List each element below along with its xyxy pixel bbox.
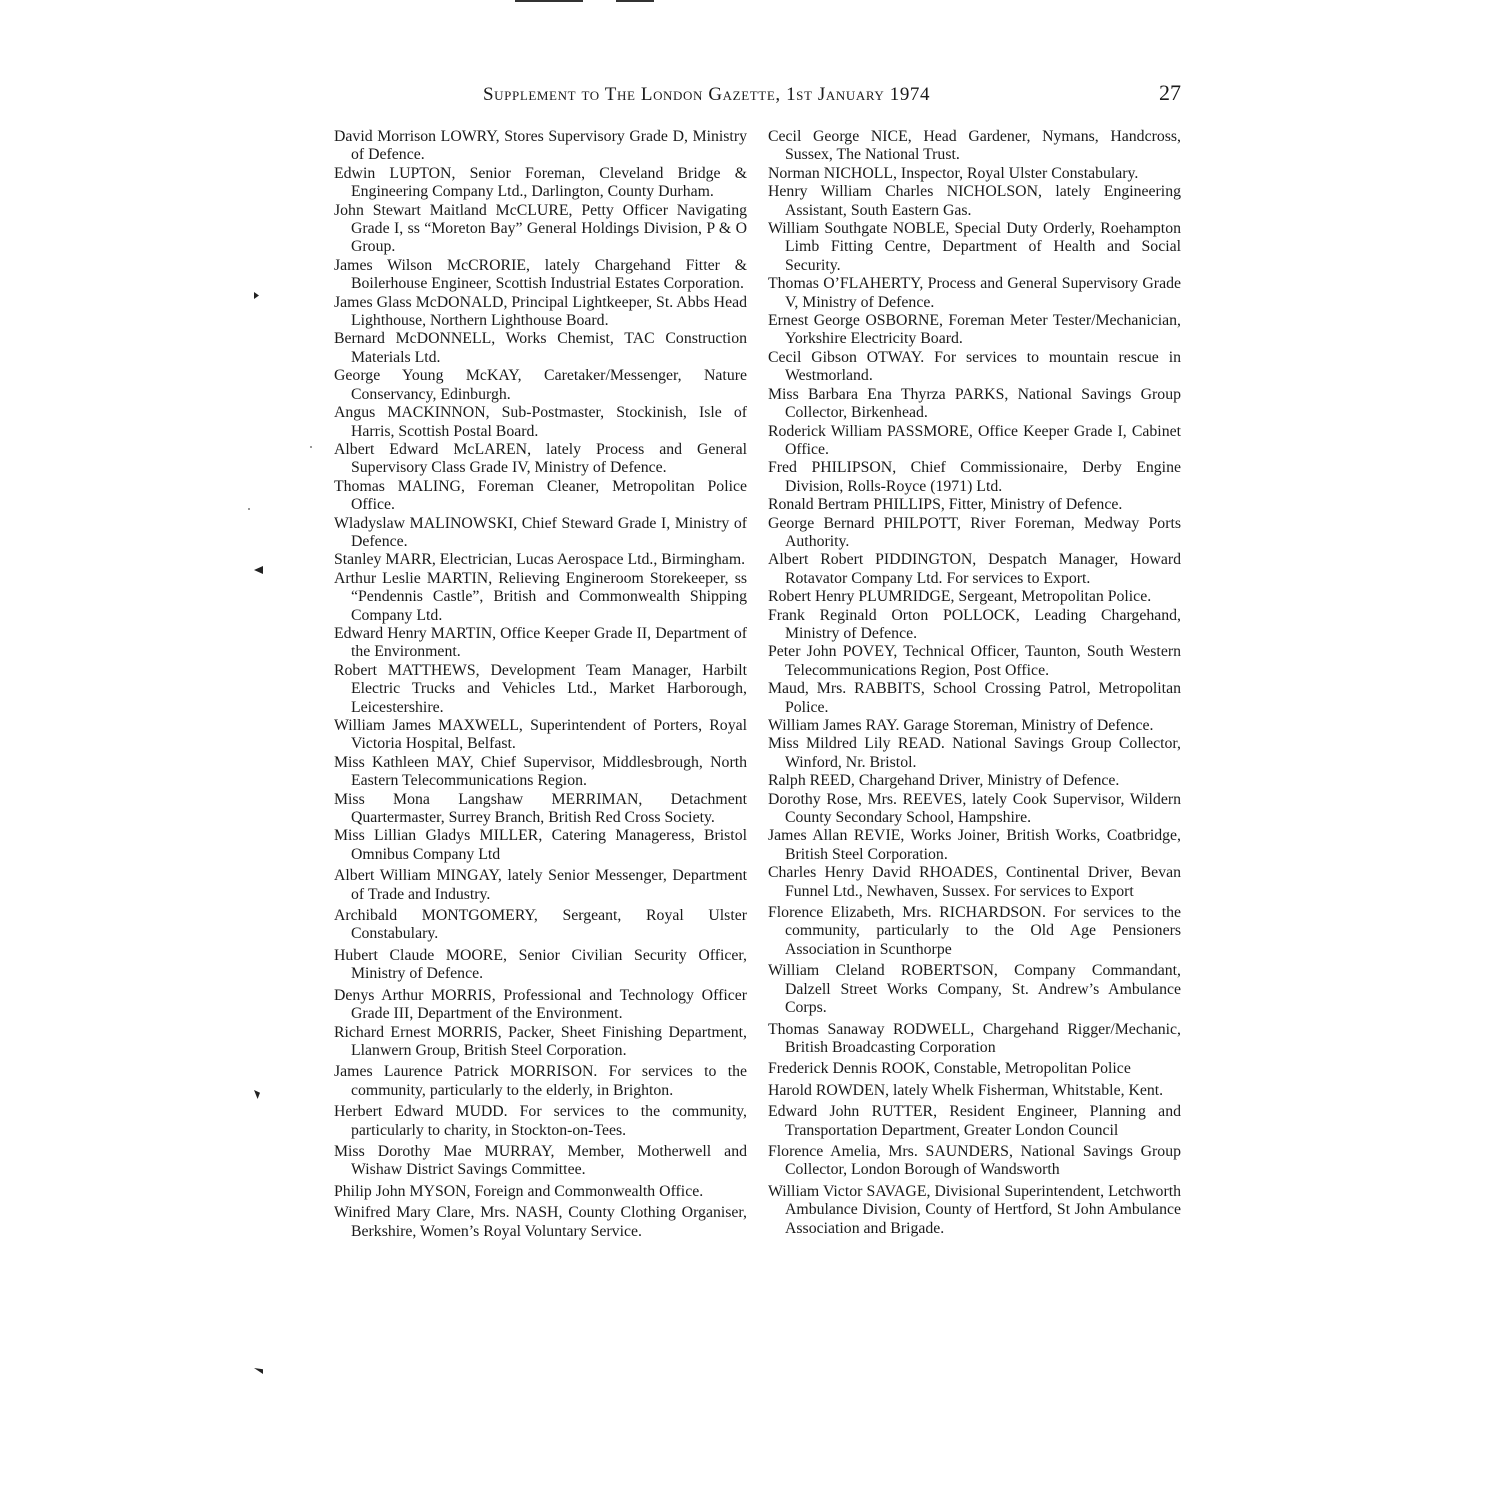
list-item: Thomas MALING, Foreman Cleaner, Metropolitan Police Office. <box>334 477 747 514</box>
speck <box>310 446 312 448</box>
list-item: Edward John RUTTER, Resident Engineer, Planning and Transportation Department, Greater London Council <box>768 1103 1181 1139</box>
list-item: Ernest George OSBORNE, Foreman Meter Tester/Mechanician, Yorkshire Electricity Board. <box>768 312 1181 348</box>
list-item: Philip John MYSON, Foreign and Commonwealth Office. <box>334 1182 704 1200</box>
list-item: Henry William Charles NICHOLSON, lately Engineering Assistant, South Eastern Gas. <box>768 183 1181 219</box>
list-item: Edwin LUPTON, Senior Foreman, Cleveland Bridge & Engineering Company Ltd., Darlington, County Durham. <box>334 164 747 201</box>
list-item: Richard Ernest MORRIS, Packer, Sheet Finishing Department, Llanwern Group, British Steel Corporation. <box>334 1023 747 1059</box>
list-item: William Cleland ROBERTSON, Company Commandant, Dalzell Street Works Company, St. Andrew’s Ambulance Corps. <box>768 962 1181 1017</box>
list-item: Frederick Dennis ROOK, Constable, Metropolitan Police <box>768 1060 1131 1078</box>
list-item: Cecil George NICE, Head Gardener, Nymans, Handcross, Sussex, The National Trust. <box>768 128 1181 164</box>
list-item: George Bernard PHILPOTT, River Foreman, Medway Ports Authority. <box>768 514 1181 550</box>
list-item: Stanley MARR, Electrician, Lucas Aerospace Ltd., Birmingham. <box>334 551 746 569</box>
list-item: Ralph REED, Chargehand Driver, Ministry of Defence. <box>768 772 1120 790</box>
list-item: Dorothy Rose, Mrs. REEVES, lately Cook Supervisor, Wildern County Secondary School, Hampshire. <box>768 790 1181 827</box>
list-item: Albert Edward McLAREN, lately Process and General Supervisory Class Grade IV, Ministry of Defence. <box>334 440 747 477</box>
list-item: Peter John POVEY, Technical Officer, Taunton, South Western Telecommunications Region, Post Office. <box>768 643 1181 679</box>
list-item: Hubert Claude MOORE, Senior Civilian Security Officer, Ministry of Defence. <box>334 946 747 983</box>
list-item: Miss Barbara Ena Thyrza PARKS, National Savings Group Collector, Birkenhead. <box>768 385 1181 422</box>
margin-mark <box>254 1090 260 1099</box>
list-item: George Young McKAY, Caretaker/Messenger, Nature Conservancy, Edinburgh. <box>334 367 747 403</box>
page-number: 27 <box>1159 80 1181 105</box>
list-item: Winifred Mary Clare, Mrs. NASH, County Clothing Organiser, Berkshire, Women’s Royal Voluntary Service. <box>334 1204 747 1240</box>
list-item: William James RAY. Garage Storeman, Ministry of Defence. <box>768 717 1154 734</box>
list-item: William Southgate NOBLE, Special Duty Orderly, Roehampton Limb Fitting Centre, Department of Health and Social Security. <box>768 220 1181 274</box>
margin-mark <box>254 566 263 574</box>
list-item: Arthur Leslie MARTIN, Relieving Engineroom Storekeeper, ss “Pendennis Castle”, British and Commonwealth Shipping Company Ltd. <box>334 569 747 624</box>
margin-mark <box>254 1368 263 1374</box>
list-item: Robert Henry PLUMRIDGE, Sergeant, Metropolitan Police. <box>768 588 1152 606</box>
list-item: Norman NICHOLL, Inspector, Royal Ulster Constabulary. <box>768 164 1139 182</box>
page-header <box>483 80 1183 110</box>
list-item: Herbert Edward MUDD. For services to the community, particularly to charity, in Stockton-on-Tees. <box>334 1103 747 1139</box>
list-item: James Laurence Patrick MORRISON. For services to the community, particularly to the elderly, in Brighton. <box>334 1063 747 1099</box>
list-item: Thomas O’FLAHERTY, Process and General Supervisory Grade V, Ministry of Defence. <box>768 275 1181 311</box>
page-title: Supplement to The London Gazette, 1st January 1974 <box>483 84 931 105</box>
list-item: Denys Arthur MORRIS, Professional and Technology Officer Grade III, Department of the Environment. <box>334 986 747 1023</box>
top-rule-left <box>515 0 583 2</box>
list-item: Frank Reginald Orton POLLOCK, Leading Chargehand, Ministry of Defence. <box>768 606 1181 642</box>
list-item: Miss Mona Langshaw MERRIMAN, Detachment Quartermaster, Surrey Branch, British Red Cross Society. <box>334 790 747 827</box>
list-item: Edward Henry MARTIN, Office Keeper Grade II, Department of the Environment. <box>334 624 747 661</box>
top-rule-right <box>616 0 654 2</box>
list-item: Ronald Bertram PHILLIPS, Fitter, Ministry of Defence. <box>768 496 1123 514</box>
list-item: Florence Amelia, Mrs. SAUNDERS, National Savings Group Collector, London Borough of Wandsworth <box>768 1142 1181 1179</box>
list-item: Harold ROWDEN, lately Whelk Fisherman, Whitstable, Kent. <box>768 1081 1164 1099</box>
list-item: Miss Mildred Lily READ. National Savings Group Collector, Winford, Nr. Bristol. <box>768 735 1181 771</box>
left-column <box>334 128 747 1241</box>
list-item: David Morrison LOWRY, Stores Supervisory Grade D, Ministry of Defence. <box>334 128 747 164</box>
list-item: Miss Kathleen MAY, Chief Supervisor, Middlesbrough, North Eastern Telecommunications Region. <box>334 753 747 790</box>
list-item: Bernard McDONNELL, Works Chemist, TAC Construction Materials Ltd. <box>334 330 747 366</box>
margin-mark <box>254 292 259 299</box>
list-item: Thomas Sanaway RODWELL, Chargehand Rigger/Mechanic, British Broadcasting Corporation <box>768 1020 1181 1056</box>
list-item: Florence Elizabeth, Mrs. RICHARDSON. For services to the community, particularly to the Old Age Pensioners Association in Scunthorpe <box>768 904 1181 958</box>
list-item: Albert Robert PIDDINGTON, Despatch Manager, Howard Rotavator Company Ltd. For services to Export. <box>768 551 1181 587</box>
right-column <box>768 128 1181 1238</box>
list-item: Angus MACKINNON, Sub-Postmaster, Stockinish, Isle of Harris, Scottish Postal Board. <box>334 404 747 440</box>
list-item: William James MAXWELL, Superintendent of Porters, Royal Victoria Hospital, Belfast. <box>334 717 747 753</box>
list-item: William Victor SAVAGE, Divisional Superintendent, Letchworth Ambulance Division, County of Hertford, St John Ambulance Association and Brigade. <box>768 1182 1181 1237</box>
list-item: John Stewart Maitland McCLURE, Petty Officer Navigating Grade I, ss “Moreton Bay” General Holdings Division, P & O Group. <box>334 201 747 256</box>
list-item: Archibald MONTGOMERY, Sergeant, Royal Ulster Constabulary. <box>334 907 747 943</box>
list-item: Miss Dorothy Mae MURRAY, Member, Motherwell and Wishaw District Savings Committee. <box>334 1142 747 1179</box>
list-item: Cecil Gibson OTWAY. For services to mountain rescue in Westmorland. <box>768 348 1181 385</box>
list-item: Wladyslaw MALINOWSKI, Chief Steward Grade I, Ministry of Defence. <box>334 514 747 550</box>
list-item: Maud, Mrs. RABBITS, School Crossing Patrol, Metropolitan Police. <box>768 680 1181 716</box>
list-item: James Wilson McCRORIE, lately Chargehand Fitter & Boilerhouse Engineer, Scottish Industrial Estates Corporation. <box>334 256 747 293</box>
list-item: James Glass McDONALD, Principal Lightkeeper, St. Abbs Head Lighthouse, Northern Lighthouse Board. <box>334 293 747 330</box>
list-item: Robert MATTHEWS, Development Team Manager, Harbilt Electric Trucks and Vehicles Ltd., Market Harborough, Leicestershire. <box>334 661 747 716</box>
list-item: Charles Henry David RHOADES, Continental Driver, Bevan Funnel Ltd., Newhaven, Sussex. For services to Export <box>768 864 1181 900</box>
list-item: James Allan REVIE, Works Joiner, British Works, Coatbridge, British Steel Corporation. <box>768 827 1181 863</box>
list-item: Roderick William PASSMORE, Office Keeper Grade I, Cabinet Office. <box>768 422 1181 458</box>
list-item: Miss Lillian Gladys MILLER, Catering Manageress, Bristol Omnibus Company Ltd <box>334 827 747 863</box>
list-item: Fred PHILIPSON, Chief Commissionaire, Derby Engine Division, Rolls-Royce (1971) Ltd. <box>768 459 1181 495</box>
list-item: Albert William MINGAY, lately Senior Messenger, Department of Trade and Industry. <box>334 867 747 903</box>
speck <box>248 508 250 510</box>
